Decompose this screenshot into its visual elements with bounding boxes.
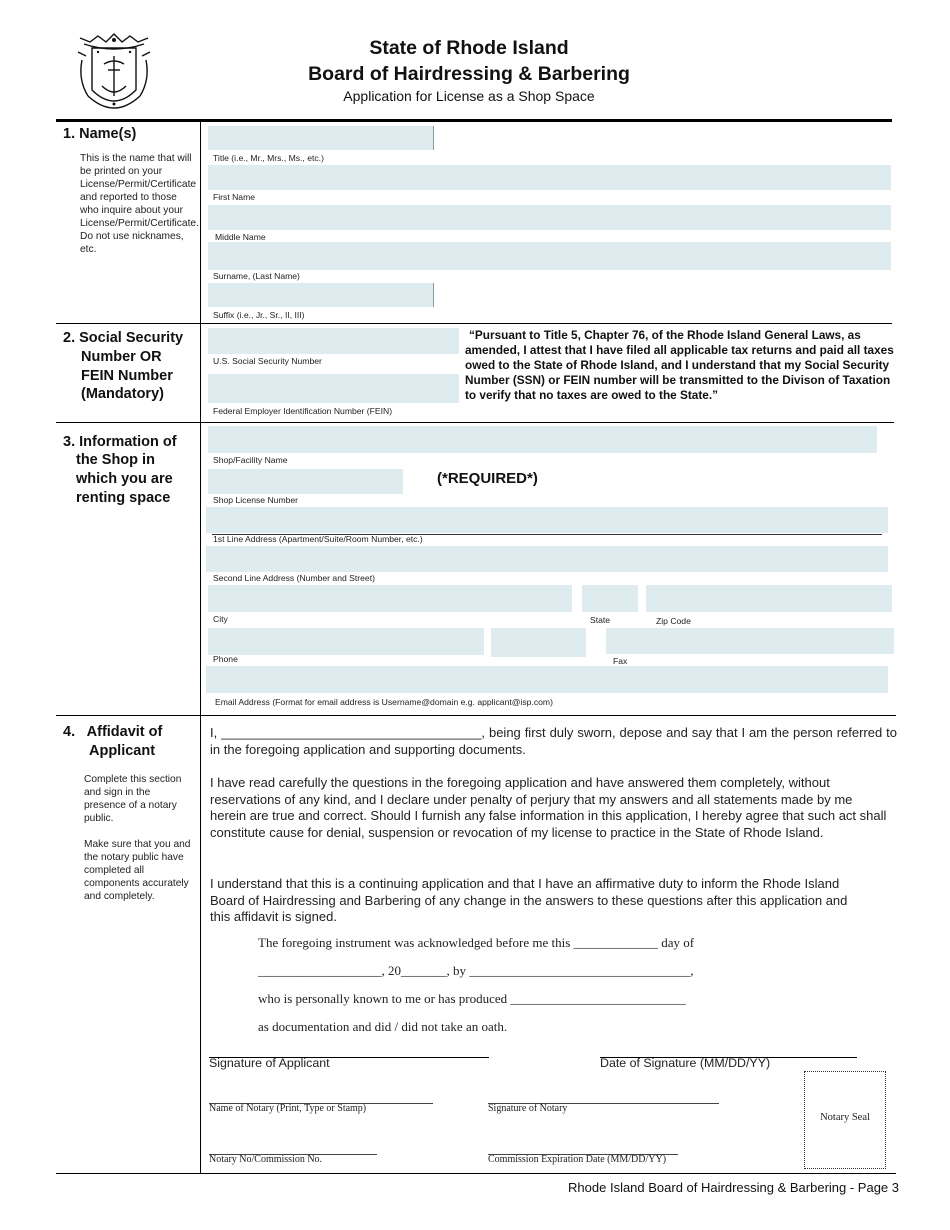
page-title: State of Rhode Island: [369, 37, 569, 59]
middle-name-label: Middle Name: [215, 232, 266, 242]
notary-signature-label: Signature of Notary: [488, 1103, 568, 1114]
zip-input[interactable]: [646, 585, 892, 612]
email-input[interactable]: [206, 666, 888, 693]
section3-title-line3: which you are: [76, 471, 173, 487]
affidavit-para-sworn: I, ____________________________________, being first duly sworn, depose and say that I am the person referred to in the foregoing application and supporting documents.: [210, 725, 897, 757]
title-input[interactable]: [208, 126, 434, 150]
section3-rule: [56, 715, 896, 716]
notary-ack-line4: as documentation and did / did not take an oath.: [258, 1019, 508, 1034]
fein-label: Federal Employer Identification Number (FEIN): [213, 406, 393, 416]
phone-ext-input[interactable]: [491, 628, 586, 657]
notary-ack-line3: who is personally known to me or has produced ___________________________: [258, 991, 686, 1006]
surname-input[interactable]: [208, 242, 891, 270]
title-label: Title (i.e., Mr., Mrs., Ms., etc.): [213, 153, 324, 163]
email-label: Email Address (Format for email address is Username@domain e.g. applicant@isp.com): [215, 697, 553, 707]
shop-license-input[interactable]: [208, 469, 403, 494]
affidavit-para-perjury: I have read carefully the questions in the foregoing application and have answered them completely, without reservations of any kind, and I declare under penalty of perjury that my answers and all statements made by me herein are true and correct. Should I furnish any false information in this application, I hereby agree that such act shall constitute cause for denial, suspension or revocation of my license to practice in the State of Rhode Island.: [210, 775, 887, 841]
notary-seal-label: Notary Seal: [820, 1112, 870, 1123]
address2-input[interactable]: [206, 546, 888, 572]
state-seal-logo: [74, 30, 154, 114]
notary-seal-box: [804, 1071, 886, 1169]
middle-name-input[interactable]: [208, 205, 891, 230]
suffix-input[interactable]: [208, 283, 434, 307]
section4-note-complete: Complete this section and sign in the presence of a notary public.: [84, 774, 182, 824]
phone-input[interactable]: [208, 628, 484, 655]
notary-number-label: Notary No/Commission No.: [209, 1154, 323, 1165]
surname-label: Surname, (Last Name): [213, 271, 300, 281]
tax-attestation: “Pursuant to Title 5, Chapter 76, of the Rhode Island General Laws, as amended, I attest that I have filed all applicable tax returns and paid all taxes owed to the State of Rhode Island, and I understand that my Social Security Number (SSN) or FEIN number will be transmitted to the Divison of Taxation to verify that no taxes are owed to the State.”: [465, 328, 894, 402]
applicant-signature-label: Signature of Applicant: [209, 1056, 330, 1070]
section2-title-line4: (Mandatory): [81, 386, 164, 402]
ssn-label: U.S. Social Security Number: [213, 356, 322, 366]
first-name-label: First Name: [213, 192, 256, 202]
section3-title-line1: 3. Information of: [63, 434, 177, 450]
section2-title-line1: 2. Social Security: [63, 330, 184, 346]
ssn-input[interactable]: [208, 328, 459, 354]
first-name-input[interactable]: [208, 165, 891, 190]
page-footer: Rhode Island Board of Hairdressing & Barbering - Page 3: [568, 1180, 899, 1195]
notary-ack-line2: ___________________, 20_______, by __________________________________,: [258, 963, 694, 978]
phone-label: Phone: [213, 654, 238, 664]
city-label: City: [213, 614, 228, 624]
shop-name-input[interactable]: [208, 426, 877, 453]
fein-input[interactable]: [208, 374, 459, 403]
affidavit-para-continuing: I understand that this is a continuing application and that I have an affirmative duty to inform the Rhode Island Board of Hairdressing and Barbering of any change in the answers to these questions after this application and this affidavit is signed.: [210, 876, 848, 925]
section4-title-line2: Applicant: [89, 743, 156, 759]
section3-title-line2: the Shop in: [76, 452, 155, 468]
section1-title: 1. Name(s): [63, 126, 137, 142]
section3-title-line4: renting space: [76, 490, 171, 506]
shop-license-label: Shop License Number: [213, 495, 299, 505]
state-input[interactable]: [582, 585, 638, 612]
section2-title-line3: FEIN Number: [81, 368, 173, 384]
section2-rule: [56, 422, 894, 423]
address1-label: 1st Line Address (Apartment/Suite/Room Number, etc.): [213, 534, 423, 544]
zip-label: Zip Code: [656, 616, 691, 626]
left-column-divider: [200, 121, 201, 1173]
section4-title-line1: 4. Affidavit of: [63, 724, 163, 740]
fax-input[interactable]: [606, 628, 894, 654]
commission-exp-label: Commission Expiration Date (MM/DD/YY): [488, 1154, 667, 1165]
state-label: State: [590, 615, 611, 625]
section1-rule: [56, 323, 892, 324]
signature-date-label: Date of Signature (MM/DD/YY): [600, 1056, 771, 1070]
section1-note: This is the name that will be printed on your License/Permit/Certificate and reported to those who inquire about your License/Permit/Certificate. Do not use nicknames, etc.: [80, 153, 199, 255]
header-rule: [56, 119, 892, 122]
notary-ack-line1: The foregoing instrument was acknowledged before me this _____________ day of: [258, 935, 695, 950]
required-note: (*REQUIRED*): [437, 470, 538, 487]
section4-rule: [56, 1173, 896, 1174]
seal-icon: [74, 30, 154, 114]
section4-note-verify: Make sure that you and the notary public have completed all components accurately and completely.: [84, 839, 191, 902]
page-title-board: Board of Hairdressing & Barbering: [308, 63, 630, 85]
section2-title-line2: Number OR: [81, 349, 162, 365]
shop-name-label: Shop/Facility Name: [213, 455, 288, 465]
fax-label: Fax: [613, 656, 628, 666]
address1-input[interactable]: [206, 507, 888, 533]
notary-name-label: Name of Notary (Print, Type or Stamp): [209, 1103, 367, 1114]
address2-label: Second Line Address (Number and Street): [213, 573, 375, 583]
city-input[interactable]: [208, 585, 572, 612]
page-subtitle: Application for License as a Shop Space: [343, 88, 595, 104]
suffix-label: Suffix (i.e., Jr., Sr., II, III): [213, 310, 305, 320]
